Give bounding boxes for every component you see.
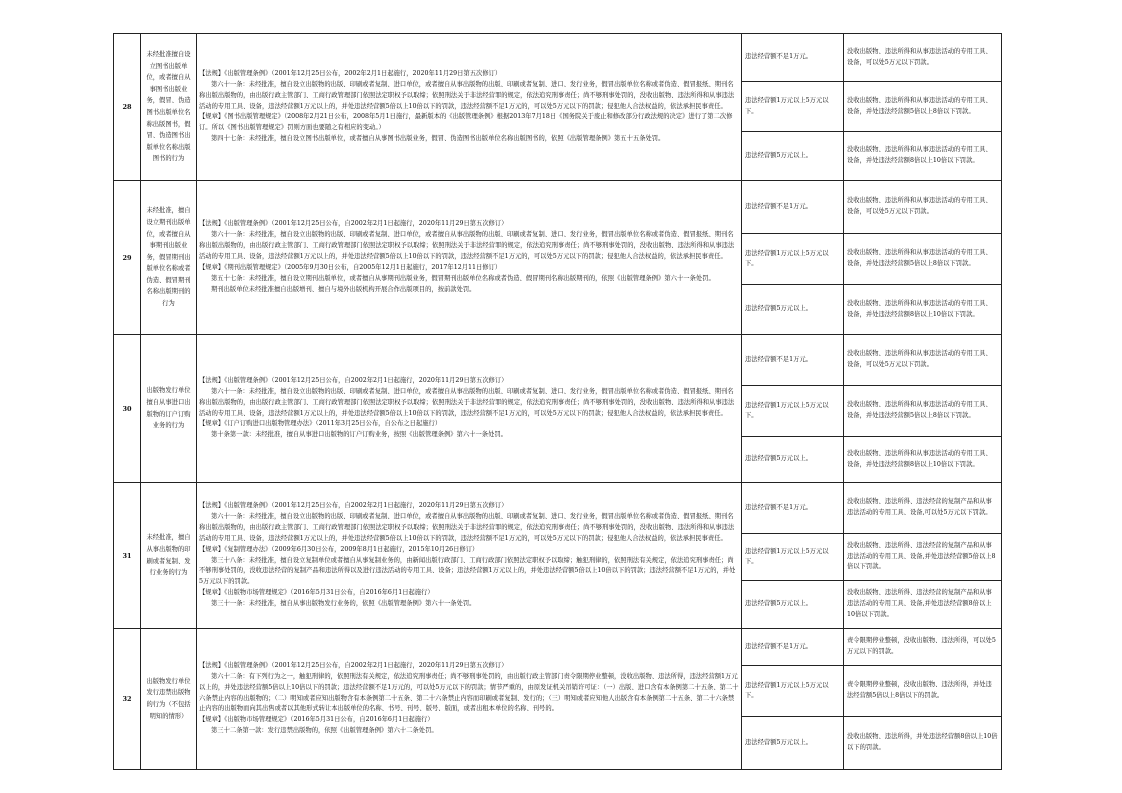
legal-basis-paragraph: 第四十七条：未经批准，擅自设立图书出版单位，或者擅自从事图书出版业务，假冒、伪造图书出版单位名称出版图书的，依照《出版管理条例》第五十五条处罚。 — [211, 135, 665, 143]
penalty-standard: 没收出版物、违法所得和从事违法活动的专用工具、设备，并处违法经营额5倍以上8倍以下罚款。 — [844, 386, 1002, 437]
violation-condition: 违法经营额不足1万元。 — [742, 629, 844, 666]
penalty-standard: 没收出版物、违法所得和从事违法活动的专用工具、设备，可以处5万元以下罚款。 — [844, 34, 1002, 82]
table-body — [114, 34, 1002, 770]
violation-condition: 违法经营额5万元以上。 — [742, 285, 844, 335]
legal-basis-paragraph: 【法规】《出版管理条例》（2001年12月25日公布，自2002年2月1日起施行，2020年11月29日第五次修订） — [199, 661, 508, 669]
legal-basis-paragraph: 【规章】《期刊出版管理规定》（2005年9月30日公布，自2005年12月1日起施行，2017年12月11日修订） — [199, 263, 502, 271]
legal-basis-paragraph: 期刊出版单位未经批准擅自出版增刊、擅自与境外出版机构开展合作出版项目的，按前款处罚。 — [211, 285, 476, 293]
violation-condition: 违法经营额5万元以上。 — [742, 132, 844, 181]
legal-basis-paragraph: 第十条第一款：未经批准，擅自从事进口出版物的订户订购业务，按照《出版管理条例》第六十一条处罚。 — [211, 431, 507, 439]
legal-basis-paragraph: 【规章】《出版物市场管理规定》（2016年5月31日公布，自2016年6月1日起施行） — [199, 716, 434, 724]
penalty-standard: 没收出版物、违法所得和从事违法活动的专用工具、设备，并处违法经营额5倍以上8倍以下罚款。 — [844, 234, 1002, 285]
row-number: 30 — [114, 335, 141, 483]
legal-basis-paragraph: 第六十二条：有下列行为之一，触犯刑律的，依照刑法有关规定，依法追究刑事责任；尚不够刑事处罚的，由出版行政主管部门责令限期停业整顿，没收出版物、违法所得，违法经营额1万元以上的，并处违法经营额5倍以上10倍以下的罚款；违法经营额不足1万元的，可以处5万元以下的罚款；情节严重的，由原发证机关吊销许可证：（一）出版、进口含有本条例第二十五条、第二十六条禁止内容的出版物的；（二）明知或者应知出版物含有本条例第二十五条、第二十六条禁止内容而印刷或者复制、发行的；（三）明知或者应知他人出版含有本条例第二十五条、第二十六条禁止内容的出版物而向其出售或者以其他形式转让本出版单位的名称、书号、刊号、版号、版面，或者出租本单位的名称、刊号的。 — [199, 672, 739, 713]
penalty-standard: 没收出版物、违法所得，并处违法经营额8倍以上10倍以下的罚款。 — [844, 717, 1002, 770]
penalty-standard: 没收出版物、违法所得和从事违法活动的专用工具、设备，并处违法经营额8倍以上10倍以下罚款。 — [844, 132, 1002, 181]
penalty-standard: 没收出版物、违法所得和从事违法活动的专用工具、设备，可以处5万元以下罚款。 — [844, 335, 1002, 386]
violation-behavior: 未经批准擅自设立图书出版单位，或者擅自从事图书出版业务，假冒、伪造图书出版单位名称出版图书，假冒、伪造图书出版单位名称出版图书的行为 — [141, 34, 197, 181]
violation-condition: 违法经营额1万元以上5万元以下。 — [742, 386, 844, 437]
violation-behavior: 未经批准，擅自从事出版物的印刷或者复制、发行业务的行为 — [141, 483, 197, 629]
legal-basis-paragraph: 第六十一条：未经批准，擅自设立出版物的出版、印刷或者复制、进口单位，或者擅自从事出版物的出版、印刷或者复制、进口、发行业务，假冒出版单位名称或者伪造、假冒报纸、期刊名称出版出版物的，由出版行政主管部门、工商行政管理部门依照法定职权予以取缔；依照刑法关于非法经营罪的规定，依法追究刑事责任；尚不够刑事处罚的，没收出版物、违法所得和从事违法活动的专用工具、设备，违法经营额1万元以上的，并处违法经营额5倍以上10倍以下的罚款，违法经营额不足1万元的，可以处5万元以下的罚款；侵犯他人合法权益的，依法承担民事责任。 — [199, 80, 735, 110]
violation-condition: 违法经营额1万元以上5万元以下。 — [742, 234, 844, 285]
violation-condition: 违法经营额不足1万元。 — [742, 335, 844, 386]
table-row — [114, 629, 1002, 666]
violation-condition: 违法经营额1万元以上5万元以下。 — [742, 666, 844, 717]
violation-behavior: 出版物发行单位擅自从事进口出版物的订户订购业务的行为 — [141, 335, 197, 483]
legal-basis-paragraph: 第三十二条第一款：发行违禁出版物的，依照《出版管理条例》第六十二条处罚。 — [211, 727, 438, 735]
penalty-standard: 责令限期停业整顿，没收出版物、违法所得，并处违法经营额5倍以上8倍以下的罚款。 — [844, 666, 1002, 717]
violation-condition: 违法经营额不足1万元。 — [742, 181, 844, 234]
row-number: 28 — [114, 34, 141, 181]
penalty-standard: 没收出版物、违法所得、违法经营的复制产品和从事违法活动的专用工具、设备,可以处5万元以下罚款。 — [844, 483, 1002, 534]
penalty-standard: 没收出版物、违法所得、违法经营的复制产品和从事违法活动的专用工具、设备,并处违法经营额5倍以上8倍以下罚款。 — [844, 534, 1002, 581]
table-row — [114, 181, 1002, 234]
penalty-standard: 没收出版物、违法所得和从事违法活动的专用工具、设备，并处违法经营额8倍以上10倍以下罚款。 — [844, 437, 1002, 483]
legal-basis-paragraph: 第六十一条：未经批准，擅自设立出版物的出版、印刷或者复制、进口单位，或者擅自从事出版物的出版、印刷或者复制、进口、发行业务，假冒出版单位名称或者伪造、假冒报纸、期刊名称出版出版物的，由出版行政主管部门、工商行政管理部门依照法定职权予以取缔；依照刑法关于非法经营罪的规定，依法追究刑事责任；尚不够刑事处罚的，没收出版物、违法所得和从事违法活动的专用工具、设备，违法经营额1万元以上的，并处违法经营额5倍以上10倍以下的罚款，违法经营额不足1万元的，可以处5万元以下的罚款；侵犯他人合法权益的，依法承担民事责任。 — [199, 512, 735, 542]
penalty-standard: 没收出版物、违法所得和从事违法活动的专用工具、设备，并处违法经营额8倍以上10倍以下罚款。 — [844, 285, 1002, 335]
violation-condition: 违法经营额1万元以上5万元以下。 — [742, 82, 844, 132]
penalty-standard: 没收出版物、违法所得、违法经营的复制产品和从事违法活动的专用工具、设备,并处违法经营额8倍以上10倍以下罚款。 — [844, 581, 1002, 629]
legal-basis-paragraph: 【规章】《订户订购进口出版物管理办法》（2011年3月25日公布，自公布之日起施行） — [199, 420, 442, 428]
legal-basis-paragraph: 【法规】《出版管理条例》（2001年12月25日公布，自2002年2月1日起施行，2020年11月29日第五次修订） — [199, 220, 508, 228]
row-number: 29 — [114, 181, 141, 335]
legal-basis — [197, 483, 742, 629]
legal-basis — [197, 335, 742, 483]
penalty-standard: 没收出版物、违法所得和从事违法活动的专用工具、设备，可以处5万元以下罚款。 — [844, 181, 1002, 234]
violation-condition: 违法经营额5万元以上。 — [742, 717, 844, 770]
row-number: 31 — [114, 483, 141, 629]
legal-basis-paragraph: 第六十一条：未经批准，擅自设立出版物的出版、印刷或者复制、进口单位，或者擅自从事出版物的出版、印刷或者复制、进口、发行业务，假冒出版单位名称或者伪造、假冒报纸、期刊名称出版出版物的，由出版行政主管部门、工商行政管理部门依照法定职权予以取缔；依照刑法关于非法经营罪的规定，依法追究刑事责任；尚不够刑事处罚的，没收出版物、违法所得和从事违法活动的专用工具、设备，违法经营额1万元以上的，并处违法经营额5倍以上10倍以下的罚款，违法经营额不足1万元的，可以处5万元以下的罚款；侵犯他人合法权益的，依法承担民事责任。 — [199, 387, 735, 417]
legal-basis — [197, 181, 742, 335]
table-row — [114, 483, 1002, 534]
violation-condition: 违法经营额不足1万元。 — [742, 483, 844, 534]
legal-basis-paragraph: 第三十八条：未经批准，擅自设立复制单位或者擅自从事复制业务的，由新闻出版行政部门、工商行政部门依照法定职权予以取缔；触犯刑律的，依照刑法有关规定，依法追究刑事责任；尚不够刑事处罚的，没收违法经营的复制产品和违法所得以及进行违法活动的专用工具、设备；违法经营额1万元以上的，并处违法经营额5倍以上10倍以下的罚款；违法经营额不足1万元的，并处5万元以下的罚款。 — [199, 556, 736, 586]
legal-basis-paragraph: 第五十七条：未经批准，擅自设立期刊出版单位，或者擅自从事期刊出版业务，假冒期刊出版单位名称或者伪造、假冒期刊名称出版期刊的，依照《出版管理条例》第六十一条处罚。 — [211, 274, 715, 282]
violation-behavior: 未经批准，擅自设立期刊出版单位，或者擅自从事期刊出版业务，假冒期刊出版单位名称或者伪造、假冒期刊名称出版期刊的行为 — [141, 181, 197, 335]
legal-basis-paragraph: 【规章】《图书出版管理规定》（2008年2月21日公布，2008年5月1日施行，最新版本的《出版管理条例》根据2013年7月18日《国务院关于废止和修改部分行政法规的决定》进行了第二次修订。所以《图书出版管理规定》罚则方面也要随之有相应的变动。） — [199, 113, 733, 132]
table-row — [114, 335, 1002, 386]
row-number: 32 — [114, 629, 141, 770]
legal-basis — [197, 629, 742, 770]
table-row — [114, 34, 1002, 82]
violation-condition: 违法经营额5万元以上。 — [742, 437, 844, 483]
legal-basis-paragraph: 【规章】《复制管理办法》（2009年6月30日公布，2009年8月1日起施行，2015年10月26日修订） — [199, 545, 479, 553]
violation-condition: 违法经营额1万元以上5万元以下。 — [742, 534, 844, 581]
penalty-standard: 责令限期停业整顿，没收出版物、违法所得，可以处5万元以下的罚款。 — [844, 629, 1002, 666]
penalty-standards-table — [113, 33, 1002, 770]
legal-basis-paragraph: 【法规】《出版管理条例》（2001年12月25日公布，2002年2月1日起施行，2020年11月29日第五次修订） — [199, 69, 502, 77]
legal-basis-paragraph: 【法规】《出版管理条例》（2001年12月25日公布，自2002年2月1日起施行，2020年11月29日第五次修订） — [199, 376, 508, 384]
legal-basis-paragraph: 【法规】《出版管理条例》（2001年12月25日公布，自2002年2月1日起施行，2020年11月29日第五次修订） — [199, 501, 508, 509]
legal-basis — [197, 34, 742, 181]
violation-condition: 违法经营额不足1万元。 — [742, 34, 844, 82]
violation-condition: 违法经营额5万元以上。 — [742, 581, 844, 629]
penalty-standard: 没收出版物、违法所得和从事违法活动的专用工具、设备，并处违法经营额5倍以上8倍以下罚款。 — [844, 82, 1002, 132]
legal-basis-paragraph: 【规章】《出版物市场管理规定》（2016年5月31日公布，自2016年6月1日起施行） — [199, 589, 434, 597]
legal-basis-paragraph: 第六十一条：未经批准，擅自设立出版物的出版、印刷或者复制、进口单位，或者擅自从事出版物的出版、印刷或者复制、进口、发行业务，假冒出版单位名称或者伪造、假冒报纸、期刊名称出版出版物的，由出版行政主管部门、工商行政管理部门依照法定职权予以取缔；依照刑法关于非法经营罪的规定，依法追究刑事责任；尚不够刑事处罚的，没收出版物、违法所得和从事违法活动的专用工具、设备，违法经营额1万元以上的，并处违法经营额5倍以上10倍以下的罚款，违法经营额不足1万元的，可以处5万元以下的罚款；侵犯他人合法权益的，依法承担民事责任。 — [199, 231, 735, 261]
legal-basis-paragraph: 第三十一条：未经批准，擅自从事出版物发行业务的，依照《出版管理条例》第六十一条处罚。 — [211, 600, 476, 608]
violation-behavior: 出版物发行单位发行违禁出版物的行为（不包括明知的情形） — [141, 629, 197, 770]
